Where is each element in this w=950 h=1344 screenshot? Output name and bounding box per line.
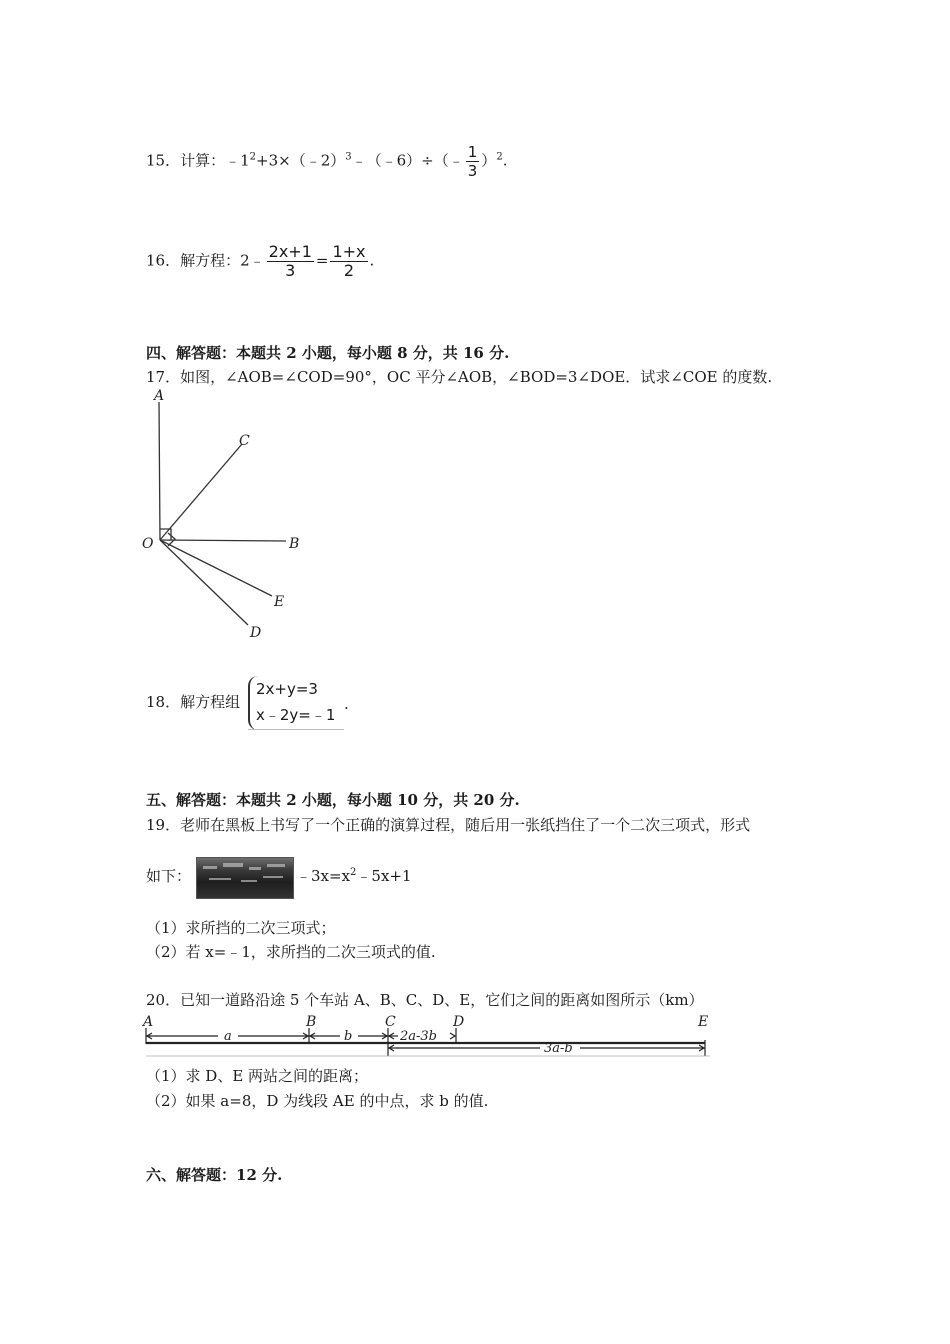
segment-label-cd: 2a-3b [400, 1029, 438, 1044]
q16-frac1-den: 3 [285, 261, 296, 280]
q15-exp2: 3 [345, 151, 352, 163]
q15-part4: ） [481, 151, 497, 170]
q16-fraction-1 [267, 243, 314, 280]
question-15 [146, 143, 507, 180]
q15-exp3: 2 [496, 151, 503, 163]
system-underline [248, 729, 344, 730]
label-d: D [250, 625, 262, 641]
section-6-heading: 六、解答题：12 分. [146, 1166, 283, 1184]
q16-end: . [369, 251, 375, 270]
segment-label-b: b [344, 1029, 353, 1044]
q16-frac2-den: 2 [343, 261, 355, 280]
q16-frac1-num: 2x+1 [268, 242, 312, 261]
arrow-d [450, 1033, 455, 1039]
q19-expression [296, 866, 412, 886]
q18-end: . [344, 695, 349, 713]
label-e: E [274, 594, 285, 610]
label-a: A [154, 388, 165, 404]
question-19: 19．老师在黑板上书写了一个正确的演算过程，随后用一张纸挡住了一个二次三项式，形式 [146, 816, 751, 834]
ray-oc [160, 444, 242, 540]
question-18 [146, 692, 240, 712]
label-b: B [289, 536, 300, 552]
q15-part2: +3×（﹣2） [256, 151, 346, 170]
q19-part-2: （2）若 x=﹣1，求所挡的二次三项式的值. [146, 943, 436, 961]
question-17: 17．如图，∠AOB=∠COD=90°，OC 平分∠AOB，∠BOD=3∠DOE．试求∠COE 的度数. [146, 368, 773, 386]
station-e: E [698, 1014, 709, 1030]
q20-part-2: （2）如果 a=8，D 为线段 AE 的中点，求 b 的值. [146, 1092, 489, 1110]
q19-expr-b: ﹣5x+1 [356, 867, 412, 885]
paper-cover-image [196, 857, 294, 899]
question-16 [146, 243, 374, 280]
station-c: C [385, 1014, 396, 1030]
q15-fraction [466, 143, 480, 180]
q19-part-1: （1）求所挡的二次三项式； [146, 919, 336, 937]
question-20: 20．已知一道路沿途 5 个车站 A、B、C、D、E，它们之间的距离如图所示（km） [146, 991, 704, 1009]
figure-17-angles [136, 388, 316, 644]
q16-equals: = [315, 251, 329, 270]
equation-system [248, 676, 350, 730]
ray-oa [159, 402, 160, 540]
station-d: D [453, 1014, 465, 1030]
figure-20-stations [140, 1010, 715, 1062]
q19-exp: 2 [350, 867, 357, 878]
ray-ob [160, 540, 286, 541]
q16-frac2-num: 1+x [332, 242, 366, 261]
q15-frac-num: 1 [467, 143, 478, 161]
q15-part3: ﹣（﹣6）÷（﹣ [351, 151, 464, 170]
section-5-heading: 五、解答题：本题共 2 小题，每小题 10 分，共 20 分. [146, 791, 520, 809]
section-4-heading: 四、解答题：本题共 2 小题，每小题 8 分，共 16 分. [146, 344, 510, 362]
q16-fraction-2 [330, 243, 367, 280]
equation-1: 2x+y=3 [256, 680, 318, 698]
q15-text: 15．计算：﹣1 [146, 151, 250, 170]
ray-od [160, 540, 248, 625]
q15-end: . [502, 151, 508, 170]
q15-exp1: 2 [249, 151, 257, 163]
segment-label-a: a [224, 1029, 232, 1044]
q20-part-1: （1）求 D、E 两站之间的距离； [146, 1067, 369, 1085]
q18-text: 18．解方程组 [146, 693, 241, 711]
q16-text: 16．解方程：2﹣ [146, 251, 265, 270]
station-a: A [143, 1014, 154, 1030]
q19-label: 如下： [146, 867, 192, 885]
label-c: C [239, 433, 250, 449]
equation-2: x﹣2y=﹣1 [256, 706, 336, 724]
segment-label-ce: 3a-b [544, 1041, 573, 1056]
q19-expr-a: ﹣3x=x [296, 867, 351, 885]
station-b: B [306, 1014, 317, 1030]
label-o: O [142, 536, 154, 552]
q15-frac-den: 3 [467, 162, 478, 180]
ray-oe [160, 540, 272, 596]
